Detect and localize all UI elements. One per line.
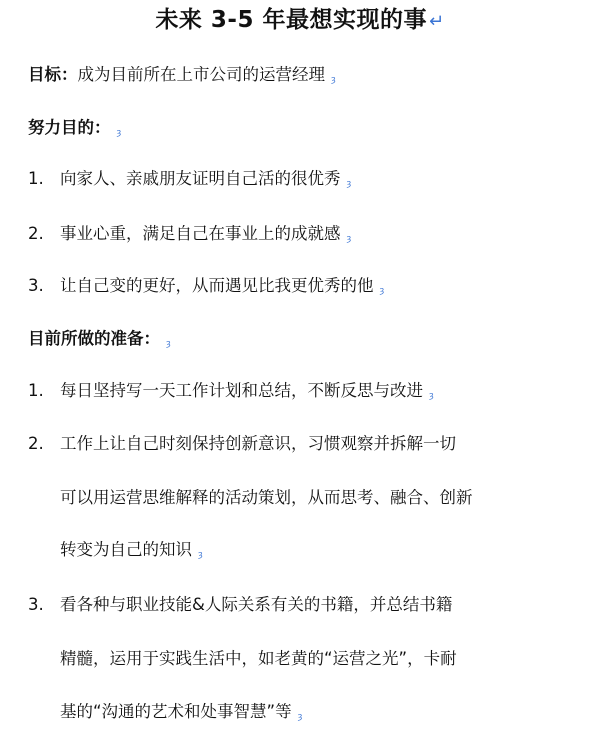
preparation-item [28,432,456,456]
goal-label: 目标： [28,65,78,84]
paragraph-mark-icon: ȝ [116,128,122,138]
list-number: 3. [28,595,44,614]
list-item-text: 基的“沟通的艺术和处事智慧”等 [60,702,292,721]
preparation-heading [28,327,171,356]
preparation-item-continuation [60,700,302,729]
line-break-mark-icon: ↵ [428,11,445,32]
paragraph-mark-icon: ȝ [297,712,303,722]
motivation-item [28,167,351,196]
list-number: 2. [28,434,44,453]
goal-text: 成为目前所在上市公司的运营经理 [77,65,325,84]
preparation-heading-text: 目前所做的准备： [28,329,160,348]
motivation-heading-text: 努力目的： [28,118,111,137]
list-item-text: 可以用运营思维解释的活动策划，从而思考、融合、创新 [60,488,473,507]
paragraph-mark-icon: ȝ [429,391,434,401]
preparation-item-continuation [60,538,203,567]
paragraph-mark-icon: ȝ [346,234,352,244]
list-item-text: 转变为自己的知识 [60,540,192,559]
list-item-text: 让自己变的更好，从而遇见比我更优秀的他 [60,276,374,295]
document-title [0,2,600,40]
list-number: 1. [28,381,44,400]
paragraph-mark-icon: ȝ [379,286,385,296]
paragraph-mark-icon: ȝ [198,550,203,560]
preparation-item [28,593,452,617]
list-number: 1. [28,169,44,188]
list-item-text: 每日坚持写一天工作计划和总结，不断反思与改进 [60,381,423,400]
preparation-item-continuation [60,486,473,510]
preparation-item [28,379,434,408]
list-item-text: 看各种与职业技能&人际关系有关的书籍，并总结书籍 [60,595,453,614]
list-item-text: 事业心重，满足自己在事业上的成就感 [60,224,341,243]
list-item-text: 精髓，运用于实践生活中，如老黄的“运营之光”，卡耐 [60,649,457,668]
paragraph-mark-icon: ȝ [331,75,336,85]
motivation-heading [28,116,121,145]
title-text: 未来 3-5 年最想实现的事 [155,7,427,33]
goal-line [28,63,336,92]
paragraph-mark-icon: ȝ [346,179,352,189]
list-number: 3. [28,276,44,295]
preparation-item-continuation [60,647,457,671]
list-item-text: 工作上让自己时刻保持创新意识，习惯观察并拆解一切 [60,434,456,453]
motivation-item [28,222,351,251]
list-number: 2. [28,224,44,243]
paragraph-mark-icon: ȝ [166,339,171,349]
motivation-item [28,274,384,303]
list-item-text: 向家人、亲戚朋友证明自己活的很优秀 [60,169,341,188]
